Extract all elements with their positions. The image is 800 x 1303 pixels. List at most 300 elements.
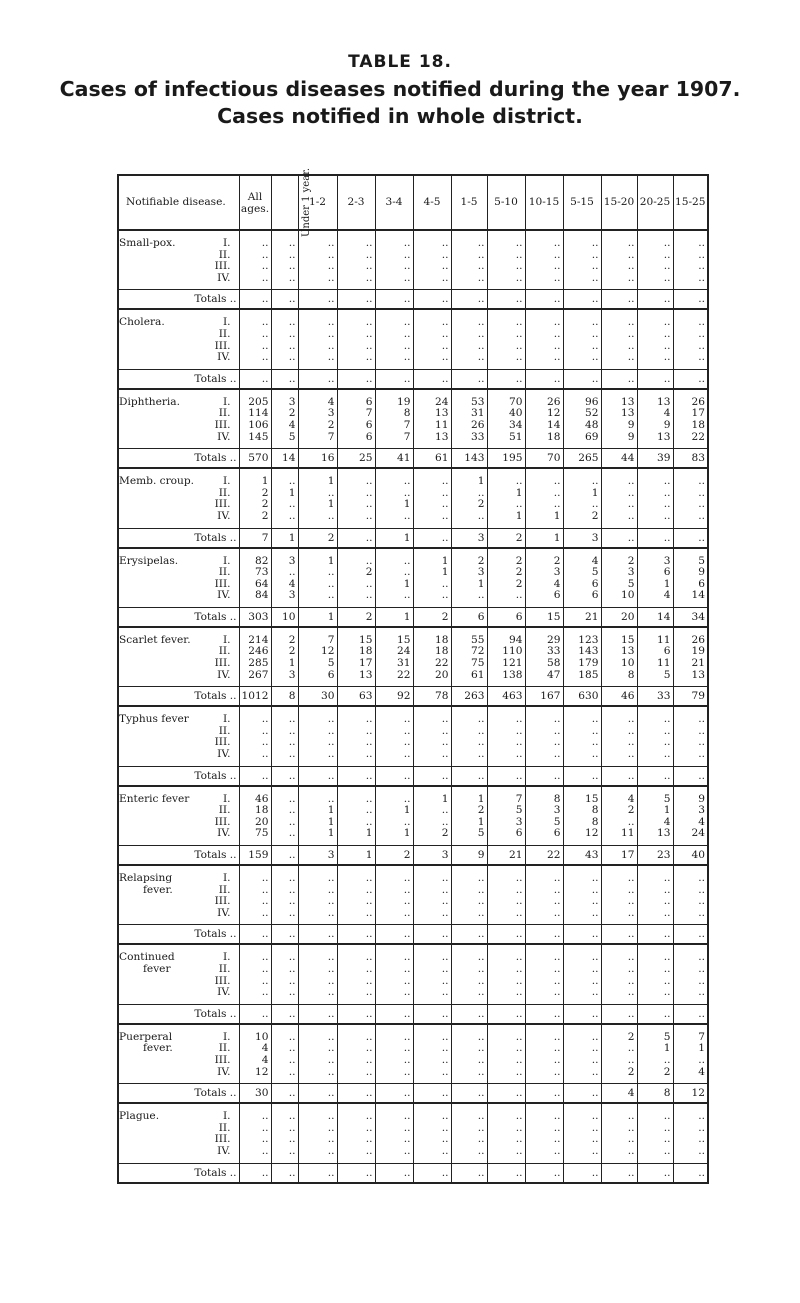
cell-value: 40: [509, 407, 523, 420]
cell-value: 94: [509, 633, 523, 646]
class-label: I.: [222, 475, 231, 488]
cell-value: ..: [515, 327, 523, 340]
cell-value: ..: [441, 351, 449, 364]
class-label: I.: [222, 633, 231, 646]
class-label: III.: [214, 895, 231, 908]
table-cell: [673, 786, 708, 846]
table-cell: [413, 786, 451, 846]
cell-value: ..: [441, 1144, 449, 1157]
table-cell: [337, 389, 375, 449]
cell-value: 6: [663, 566, 671, 579]
disease-class-line: [119, 1067, 237, 1079]
cell-value: 4: [261, 1042, 269, 1055]
totals-cell: ..: [413, 1163, 451, 1183]
cell-value: ..: [261, 237, 269, 249]
class-label: I.: [222, 395, 231, 408]
totals-row: [118, 687, 708, 707]
cell-value: ..: [698, 748, 705, 761]
cell-value: 20: [255, 815, 269, 828]
cell-value: ..: [441, 509, 449, 522]
totals-row: [118, 528, 708, 548]
totals-cell: ..: [563, 925, 601, 945]
cell-value: ..: [627, 351, 635, 364]
totals-cell: ..: [375, 369, 413, 389]
totals-cell: 7: [239, 528, 271, 548]
cell-value: ..: [591, 883, 599, 896]
table-cell: [525, 1024, 563, 1084]
totals-cell: ..: [375, 290, 413, 310]
cell-value: ..: [477, 351, 485, 364]
cell-value: ..: [627, 248, 635, 261]
cell-value: ..: [327, 327, 335, 340]
cell-value: ..: [477, 974, 485, 987]
cell-value: ..: [403, 883, 411, 896]
cell-value: 5: [627, 577, 635, 590]
cell-value: 58: [547, 657, 561, 670]
cell-value: 1: [403, 498, 411, 511]
class-label: IV.: [217, 271, 231, 284]
cell-value: 22: [691, 430, 705, 443]
table-cell: [525, 627, 563, 687]
cell-value: 18: [255, 804, 269, 817]
cell-value: ..: [327, 962, 335, 975]
cell-value: ..: [591, 872, 599, 884]
totals-cell: ..: [601, 1004, 637, 1024]
cell-value: 2: [365, 566, 373, 579]
cell-value: ..: [663, 509, 671, 522]
cell-value: ..: [553, 327, 561, 340]
cell-value: ..: [403, 1042, 411, 1055]
table-cell: [413, 468, 451, 528]
cell-value: ..: [477, 951, 485, 964]
disease-group-row: [118, 627, 708, 687]
class-label: IV.: [217, 351, 231, 364]
disease-name: Memb. croup.: [119, 475, 195, 488]
table-cell: [413, 865, 451, 925]
cell-value: ..: [441, 271, 449, 284]
table-cell: [673, 1024, 708, 1084]
disease-class-line: [119, 987, 237, 999]
disease-class-line: [119, 873, 237, 885]
table-cell: [298, 627, 337, 687]
cell-value: ..: [515, 1042, 523, 1055]
cell-value: ..: [627, 1121, 635, 1134]
disease-group-row: [118, 230, 708, 290]
table-cell: [637, 627, 673, 687]
table-cell: [563, 786, 601, 846]
cell-value: ..: [515, 260, 523, 273]
cell-value: ..: [365, 316, 373, 329]
cell-value: ..: [477, 316, 485, 329]
cell-value: ..: [663, 974, 671, 987]
class-label: IV.: [217, 1144, 231, 1157]
table-cell: [375, 1103, 413, 1163]
cell-value: ..: [261, 974, 269, 987]
cell-value: ..: [553, 1065, 561, 1078]
class-label: III.: [214, 736, 231, 749]
disease-name-cell: [118, 627, 239, 687]
cell-value: 6: [698, 577, 705, 590]
cell-value: 6: [591, 577, 599, 590]
cell-value: 114: [248, 407, 269, 420]
totals-cell: 61: [413, 449, 451, 469]
totals-row: [118, 1163, 708, 1183]
totals-cell: ..: [298, 369, 337, 389]
cell-value: ..: [698, 498, 705, 511]
class-label: IV.: [217, 589, 231, 602]
cell-value: ..: [477, 589, 485, 602]
totals-cell: ..: [239, 369, 271, 389]
cell-value: 51: [509, 430, 523, 443]
cell-value: ..: [591, 1065, 599, 1078]
cell-value: ..: [403, 748, 411, 761]
cell-value: ..: [477, 1133, 485, 1146]
disease-name-cell: [118, 389, 239, 449]
cell-value: ..: [327, 339, 335, 352]
table-cell: [601, 309, 637, 369]
totals-cell: 21: [487, 846, 525, 866]
totals-cell: 39: [637, 449, 673, 469]
cell-value: ..: [365, 1133, 373, 1146]
cell-value: 13: [621, 407, 635, 420]
cell-value: ..: [553, 713, 561, 726]
totals-cell: ..: [413, 528, 451, 548]
table-cell: [601, 1103, 637, 1163]
totals-row: [118, 449, 708, 469]
cell-value: ..: [591, 736, 599, 749]
cell-value: 73: [255, 566, 269, 579]
cell-value: ..: [261, 736, 269, 749]
class-label: II.: [218, 883, 231, 896]
cell-value: 33: [471, 430, 485, 443]
table-cell: [601, 944, 637, 1004]
totals-cell: ..: [413, 369, 451, 389]
cell-value: 5: [327, 657, 335, 670]
class-label: IV.: [217, 827, 231, 840]
cell-value: 1: [553, 509, 561, 522]
cell-value: ..: [515, 1053, 523, 1066]
cell-value: 2: [288, 645, 296, 658]
table-cell: [271, 548, 298, 608]
cell-value: 1: [327, 804, 335, 817]
cell-value: ..: [441, 1110, 449, 1123]
cell-value: ..: [261, 327, 269, 340]
table-cell: [239, 944, 271, 1004]
table-cell: [637, 468, 673, 528]
table-cell: [337, 468, 375, 528]
table-cell: [601, 230, 637, 290]
cell-value: 4: [663, 815, 671, 828]
cell-value: ..: [515, 748, 523, 761]
cell-value: ..: [591, 895, 599, 908]
cell-value: 15: [359, 633, 373, 646]
cell-value: 72: [471, 645, 485, 658]
cell-value: ..: [627, 951, 635, 964]
table-cell: [451, 468, 487, 528]
cell-value: 33: [547, 645, 561, 658]
cell-value: ..: [698, 1110, 705, 1123]
cell-value: ..: [261, 951, 269, 964]
totals-cell: 43: [563, 846, 601, 866]
table-cell: [451, 309, 487, 369]
totals-label: Totals ..: [118, 1163, 239, 1183]
cell-value: ..: [591, 1121, 599, 1134]
totals-cell: ..: [337, 1084, 375, 1104]
cell-value: ..: [441, 498, 449, 511]
class-label: I.: [222, 713, 231, 726]
cell-value: 11: [657, 633, 671, 646]
cell-value: 20: [435, 668, 449, 681]
totals-cell: ..: [637, 925, 673, 945]
table-cell: [271, 1103, 298, 1163]
table-cell: [601, 1024, 637, 1084]
totals-cell: ..: [601, 290, 637, 310]
cell-value: ..: [365, 951, 373, 964]
class-label: II.: [218, 327, 231, 340]
cell-value: ..: [441, 1053, 449, 1066]
cell-value: ..: [261, 748, 269, 761]
table-cell: [271, 468, 298, 528]
cell-value: ..: [627, 1042, 635, 1055]
cell-value: ..: [515, 339, 523, 352]
totals-cell: ..: [673, 528, 708, 548]
cell-value: 1: [477, 792, 485, 805]
table-cell: [451, 786, 487, 846]
totals-cell: ..: [451, 1084, 487, 1104]
cell-value: ..: [591, 1133, 599, 1146]
cell-value: 3: [288, 395, 296, 408]
cell-value: 13: [621, 645, 635, 658]
totals-cell: 9: [451, 846, 487, 866]
cell-value: 3: [627, 566, 635, 579]
table-cell: [375, 309, 413, 369]
cell-value: 5: [288, 430, 296, 443]
totals-cell: 16: [298, 449, 337, 469]
cell-value: ..: [441, 577, 449, 590]
cell-value: 7: [365, 407, 373, 420]
table-cell: [673, 468, 708, 528]
totals-cell: ..: [271, 1084, 298, 1104]
disease-class-line: [119, 828, 237, 840]
cell-value: ..: [403, 339, 411, 352]
cell-value: ..: [698, 1144, 705, 1157]
cell-value: ..: [403, 589, 411, 602]
cell-value: 2: [627, 1030, 635, 1043]
cell-value: ..: [261, 895, 269, 908]
totals-cell: 630: [563, 687, 601, 707]
table-cell: [239, 627, 271, 687]
cell-value: ..: [288, 804, 296, 817]
cell-value: ..: [663, 351, 671, 364]
table-cell: [413, 944, 451, 1004]
table-label: TABLE 18.: [348, 52, 452, 72]
cell-value: ..: [403, 271, 411, 284]
totals-row: [118, 1004, 708, 1024]
table-cell: [298, 468, 337, 528]
class-label: III.: [214, 577, 231, 590]
class-label: IV.: [217, 668, 231, 681]
disease-name: Diphtheria.: [119, 395, 180, 408]
cell-value: ..: [288, 1144, 296, 1157]
cell-value: ..: [288, 1121, 296, 1134]
page-title: Cases of infectious diseases notified during the year 1907.: [59, 77, 741, 101]
disease-group-row: [118, 786, 708, 846]
totals-cell: 33: [637, 687, 673, 707]
cell-value: ..: [553, 1030, 561, 1043]
cell-value: ..: [627, 509, 635, 522]
cell-value: ..: [441, 748, 449, 761]
cell-value: ..: [365, 872, 373, 884]
totals-cell: ..: [298, 766, 337, 786]
cell-value: ..: [365, 1110, 373, 1123]
totals-cell: 10: [271, 607, 298, 627]
table-cell: [673, 309, 708, 369]
cell-value: 10: [621, 657, 635, 670]
cell-value: 2: [261, 486, 269, 499]
totals-cell: 143: [451, 449, 487, 469]
totals-cell: ..: [525, 369, 563, 389]
cell-value: ..: [627, 1053, 635, 1066]
cell-value: ..: [553, 1042, 561, 1055]
cell-value: ..: [477, 1144, 485, 1157]
totals-cell: 570: [239, 449, 271, 469]
cell-value: ..: [515, 736, 523, 749]
disease-name-cell: [118, 1103, 239, 1163]
table-cell: [413, 230, 451, 290]
cell-value: ..: [365, 260, 373, 273]
cell-value: 26: [471, 418, 485, 431]
cell-value: 214: [248, 633, 269, 646]
totals-cell: 1: [337, 846, 375, 866]
table-cell: [563, 548, 601, 608]
cell-value: 5: [515, 804, 523, 817]
cell-value: ..: [591, 748, 599, 761]
table-cell: [337, 548, 375, 608]
cell-value: ..: [515, 724, 523, 737]
totals-label: Totals ..: [118, 1084, 239, 1104]
totals-cell: ..: [239, 766, 271, 786]
cell-value: 4: [288, 418, 296, 431]
cell-value: ..: [327, 1053, 335, 1066]
cell-value: ..: [477, 906, 485, 919]
cell-value: 1: [327, 554, 335, 567]
cell-value: 13: [657, 395, 671, 408]
cell-value: ..: [365, 974, 373, 987]
cell-value: 18: [691, 418, 705, 431]
cell-value: ..: [261, 872, 269, 884]
cell-value: ..: [698, 1053, 705, 1066]
cell-value: ..: [477, 724, 485, 737]
cell-value: 5: [591, 566, 599, 579]
cell-value: ..: [515, 895, 523, 908]
cell-value: ..: [553, 248, 561, 261]
cell-value: ..: [327, 351, 335, 364]
cell-value: ..: [553, 1144, 561, 1157]
table-cell: [637, 706, 673, 766]
cell-value: ..: [403, 475, 411, 488]
disease-class-line: [119, 273, 237, 285]
totals-cell: 8: [637, 1084, 673, 1104]
totals-cell: ..: [525, 290, 563, 310]
cell-value: ..: [441, 962, 449, 975]
totals-cell: 1: [375, 528, 413, 548]
cell-value: 8: [553, 792, 561, 805]
disease-class-line: [119, 908, 237, 920]
cell-value: ..: [288, 316, 296, 329]
totals-cell: 23: [637, 846, 673, 866]
totals-cell: 14: [271, 449, 298, 469]
cell-value: 3: [327, 407, 335, 420]
cell-value: ..: [515, 906, 523, 919]
cell-value: ..: [365, 339, 373, 352]
cell-value: ..: [553, 724, 561, 737]
class-label: III.: [214, 498, 231, 511]
cell-value: 18: [359, 645, 373, 658]
cell-value: ..: [553, 260, 561, 273]
class-label: I.: [222, 316, 231, 329]
table-cell: [271, 786, 298, 846]
table-cell: [525, 548, 563, 608]
cell-value: 1: [698, 1042, 705, 1055]
cell-value: ..: [288, 1030, 296, 1043]
table-cell: [601, 389, 637, 449]
cell-value: ..: [403, 327, 411, 340]
table-cell: [563, 944, 601, 1004]
cell-value: 24: [397, 645, 411, 658]
cell-value: ..: [327, 895, 335, 908]
table-cell: [298, 944, 337, 1004]
cell-value: ..: [288, 248, 296, 261]
cell-value: ..: [261, 1133, 269, 1146]
disease-name-cell: [118, 548, 239, 608]
table-cell: [525, 468, 563, 528]
cell-value: 106: [248, 418, 269, 431]
cell-value: ..: [288, 271, 296, 284]
header-5-15: 5-15: [563, 175, 601, 230]
table-cell: [271, 309, 298, 369]
cell-value: ..: [288, 1042, 296, 1055]
cell-value: ..: [663, 237, 671, 249]
table-cell: [239, 389, 271, 449]
cell-value: ..: [663, 1144, 671, 1157]
cell-value: 2: [261, 498, 269, 511]
table-cell: [525, 706, 563, 766]
cell-value: ..: [553, 498, 561, 511]
disease-group-row: [118, 1103, 708, 1163]
cell-value: ..: [477, 1053, 485, 1066]
disease-name: Cholera.: [119, 316, 165, 329]
cell-value: ..: [627, 316, 635, 329]
cell-value: 10: [255, 1030, 269, 1043]
cell-value: 13: [359, 668, 373, 681]
cell-value: ..: [515, 974, 523, 987]
table-cell: [487, 1024, 525, 1084]
totals-cell: ..: [413, 290, 451, 310]
cell-value: ..: [663, 260, 671, 273]
cell-value: ..: [288, 351, 296, 364]
cell-value: ..: [591, 951, 599, 964]
header-disease: Notifiable disease.: [118, 175, 239, 230]
totals-cell: ..: [563, 1004, 601, 1024]
totals-cell: 4: [601, 1084, 637, 1104]
cell-value: ..: [261, 906, 269, 919]
cell-value: ..: [403, 951, 411, 964]
cell-value: 3: [477, 566, 485, 579]
cell-value: ..: [591, 248, 599, 261]
table-cell: [487, 389, 525, 449]
cell-value: 11: [621, 827, 635, 840]
cell-value: ..: [553, 872, 561, 884]
